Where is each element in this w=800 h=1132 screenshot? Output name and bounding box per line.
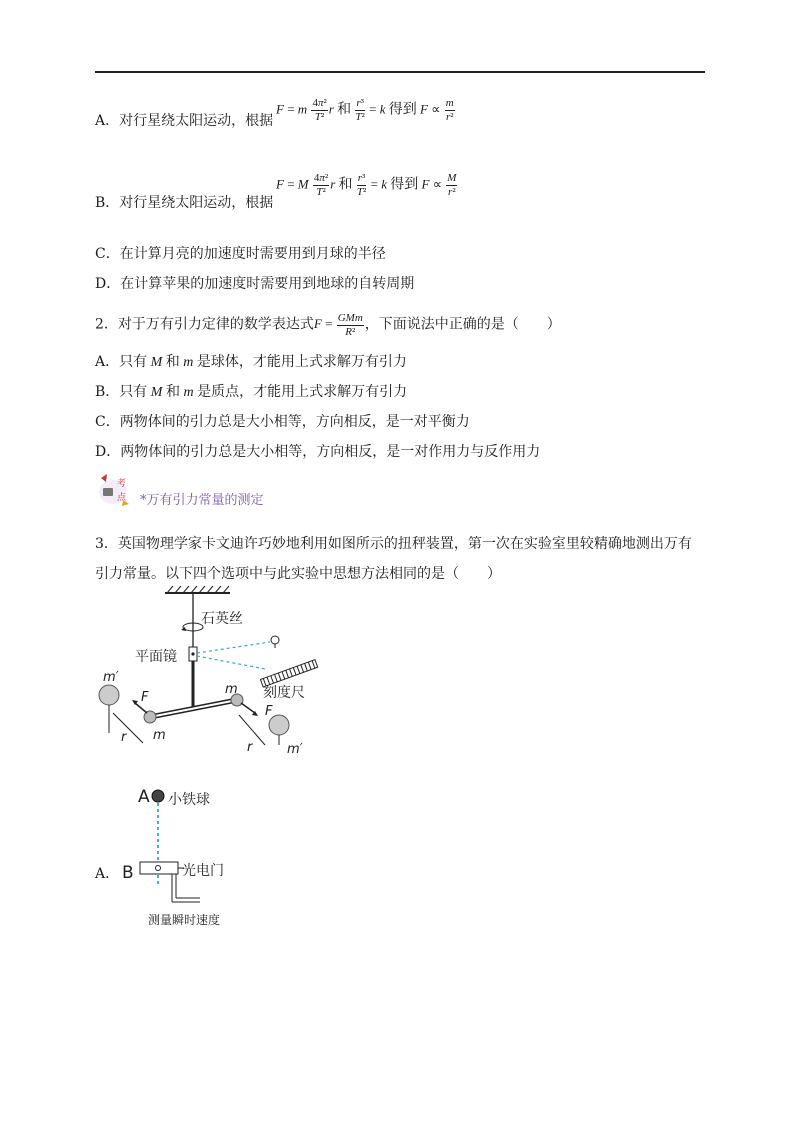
q1-option-a-formula: F = m $\frac{\text{4π²}}{\text{T²}}$ r 和 $\frac{\text{r³}}{\text{T²}}$ = k 得到 F ∝ $\frac{m}{\text{r²}}$	[276, 97, 454, 123]
point-b-label: B	[122, 863, 134, 883]
force-label-right: F	[265, 704, 273, 719]
photogate-caption: 测量瞬时速度	[148, 913, 221, 927]
topic-badge-icon	[93, 470, 133, 510]
point-a-label: A	[138, 787, 150, 807]
m-prime-label-left: m′	[103, 670, 119, 685]
q3-stem-line2: 引力常量。以下四个选项中与此实验中思想方法相同的是（ ）	[95, 566, 501, 582]
badge-top-char: 考	[117, 479, 127, 489]
header-rule	[95, 71, 705, 73]
q2-option-c: C．两物体间的引力总是大小相等，方向相反，是一对平衡力	[95, 414, 470, 430]
topic-heading: *万有引力常量的测定	[140, 493, 264, 508]
force-label-left: F	[141, 690, 149, 705]
scale-ruler-icon	[260, 660, 317, 687]
scale-label: 刻度尺	[263, 685, 305, 701]
torsion-balance-diagram	[95, 585, 335, 765]
q2-stem: 2．对于万有引力定律的数学表达式F = $\frac{\text{GMm}}{\text{R²}}$ ，下面说法中正确的是（ ）	[95, 312, 561, 338]
q3-option-a-label: A．	[95, 866, 120, 882]
q2-option-b: B．只有 M 和 m 是质点，才能用上式求解万有引力	[95, 384, 408, 400]
m-label-left: m	[153, 728, 166, 743]
distance-label-right: r	[247, 740, 253, 755]
q2-option-a: A．只有 M 和 m 是球体，才能用上式求解万有引力	[95, 354, 407, 370]
iron-ball-label: 小铁球	[168, 792, 210, 808]
mirror-label: 平面镜	[135, 649, 177, 665]
q1-option-b-formula: F = M $\frac{\text{4π²}}{\text{T²}}$ r 和 $\frac{\text{r³}}{\text{T²}}$ = k 得到 F ∝ $\frac{M}{\text{r²}}$	[276, 172, 457, 198]
q3-stem-line1: 3．英国物理学家卡文迪许巧妙地利用如图所示的扭秤装置，第一次在实验室里较精确地测出万有	[95, 536, 692, 552]
photogate-label: 光电门	[182, 863, 224, 879]
photogate-diagram	[120, 780, 260, 935]
q1-option-c: C．在计算月亮的加速度时需要用到月球的半径	[95, 246, 386, 262]
badge-bottom-char: 点	[117, 493, 127, 503]
quartz-fiber-label: 石英丝	[201, 611, 243, 627]
q2-option-d: D．两物体间的引力总是大小相等，方向相反，是一对作用力与反作用力	[95, 444, 541, 460]
q1-option-b: B．对行星绕太阳运动，根据	[95, 195, 274, 211]
q1-option-d: D．在计算苹果的加速度时需要用到地球的自转周期	[95, 276, 415, 292]
distance-label-left: r	[121, 730, 127, 745]
q1-option-a: A．对行星绕太阳运动，根据	[95, 113, 274, 129]
m-prime-label-right: m′	[287, 742, 303, 757]
m-label-right: m	[225, 682, 238, 697]
